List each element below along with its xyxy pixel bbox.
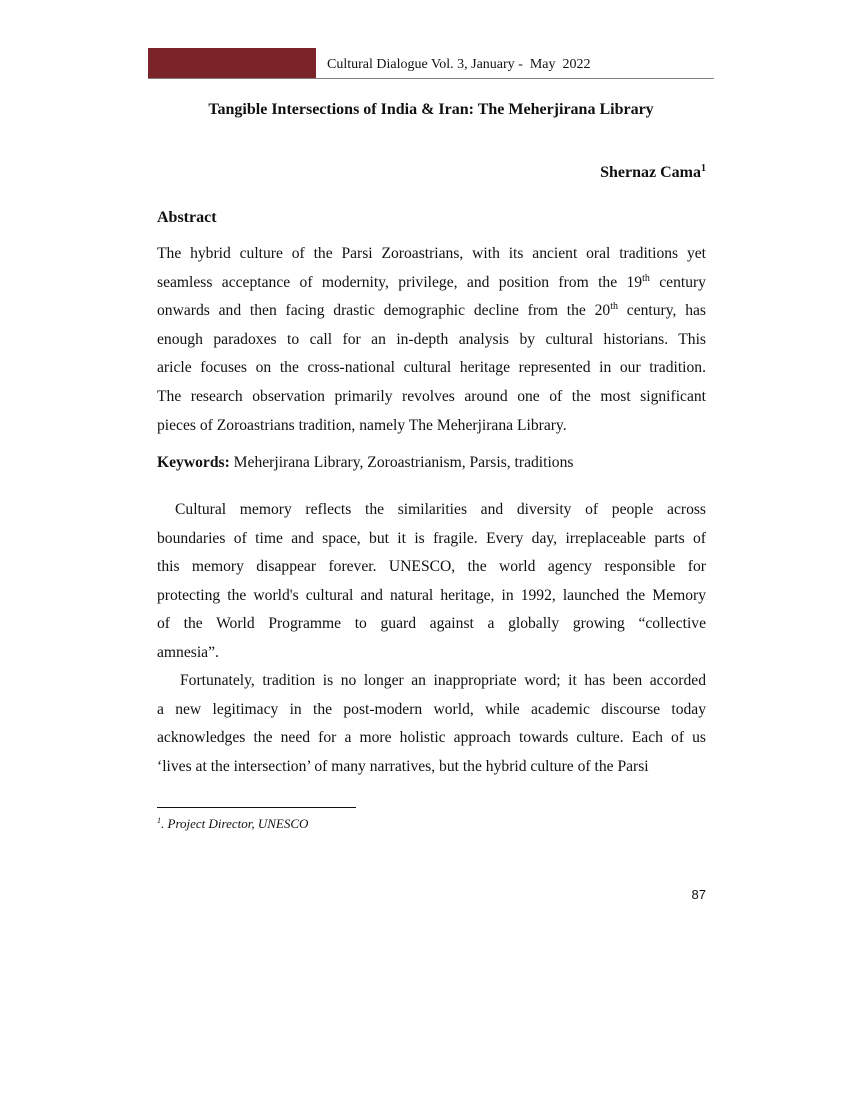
abstract-text: century (649, 273, 706, 291)
keywords-label: Keywords: (157, 454, 230, 471)
body-paragraph-2 (157, 667, 706, 781)
abstract-text: pieces of Zoroastrians tradition, namely The Meherjirana Library. (157, 416, 567, 434)
footnote (157, 815, 308, 833)
ordinal-superscript: th (610, 301, 618, 313)
header-color-block (148, 48, 316, 78)
body-line: of the World Programme to guard against a globally growing “collective (157, 615, 706, 633)
abstract-text: seamless acceptance of modernity, privilege, and position from the 19 (157, 273, 643, 291)
author-name-text: Shernaz Cama (600, 164, 701, 181)
abstract-line (157, 412, 706, 441)
abstract-text: The hybrid culture of the Parsi Zoroastrians, with its ancient oral traditions yet (157, 245, 706, 262)
abstract-text: century, has (617, 302, 706, 320)
abstract-heading: Abstract (157, 209, 217, 226)
abstract-line (157, 354, 706, 383)
abstract-text: The research observation primarily revolves around one of the most significant (157, 387, 706, 405)
abstract-line (157, 240, 706, 269)
abstract-text: enough paradoxes to call for an in-depth analysis by cultural historians. This (157, 330, 706, 348)
body-line: a new legitimacy in the post-modern world, while academic discourse today (157, 700, 706, 718)
keywords-line (157, 453, 573, 473)
body-line: this memory disappear forever. UNESCO, the world agency responsible for (157, 558, 706, 576)
body-line: acknowledges the need for a more holistic approach towards culture. Each of us (157, 729, 706, 747)
abstract-line (157, 297, 706, 326)
body-line: amnesia”. (157, 643, 219, 661)
body-line: Cultural memory reflects the similarities and diversity of people across (175, 501, 706, 518)
keywords-text: Meherjirana Library, Zoroastrianism, Parsis, traditions (229, 454, 574, 471)
abstract-text: aricle focuses on the cross-national cultural heritage represented in our tradition. (157, 359, 706, 377)
abstract-line (157, 269, 706, 298)
ordinal-superscript: th (642, 272, 650, 284)
header-rule (148, 78, 714, 79)
body-line: protecting the world's cultural and natural heritage, in 1992, launched the Memory (157, 586, 706, 604)
footnote-rule (157, 807, 356, 808)
footnote-text: . Project Director, UNESCO (161, 816, 309, 831)
author-name (600, 163, 706, 183)
article-title: Tangible Intersections of India & Iran: The Meherjirana Library (208, 101, 654, 118)
body-line: boundaries of time and space, but it is fragile. Every day, irreplaceable parts of (157, 529, 706, 547)
abstract-line (157, 326, 706, 355)
body-line: Fortunately, tradition is no longer an inappropriate word; it has been accorded (180, 672, 706, 689)
abstract-line (157, 383, 706, 412)
journal-header: Cultural Dialogue Vol. 3, January - May 2022 (327, 57, 591, 72)
body-line: ‘lives at the intersection’ of many narratives, but the hybrid culture of the Parsi (157, 757, 649, 775)
footnote-mark: 1 (157, 816, 161, 825)
abstract-paragraph (157, 240, 706, 440)
author-footnote-mark: 1 (701, 163, 706, 174)
body-paragraph-1 (157, 496, 706, 668)
page-number: 87 (691, 887, 706, 902)
abstract-text: onwards and then facing drastic demographic decline from the 20 (157, 302, 611, 320)
